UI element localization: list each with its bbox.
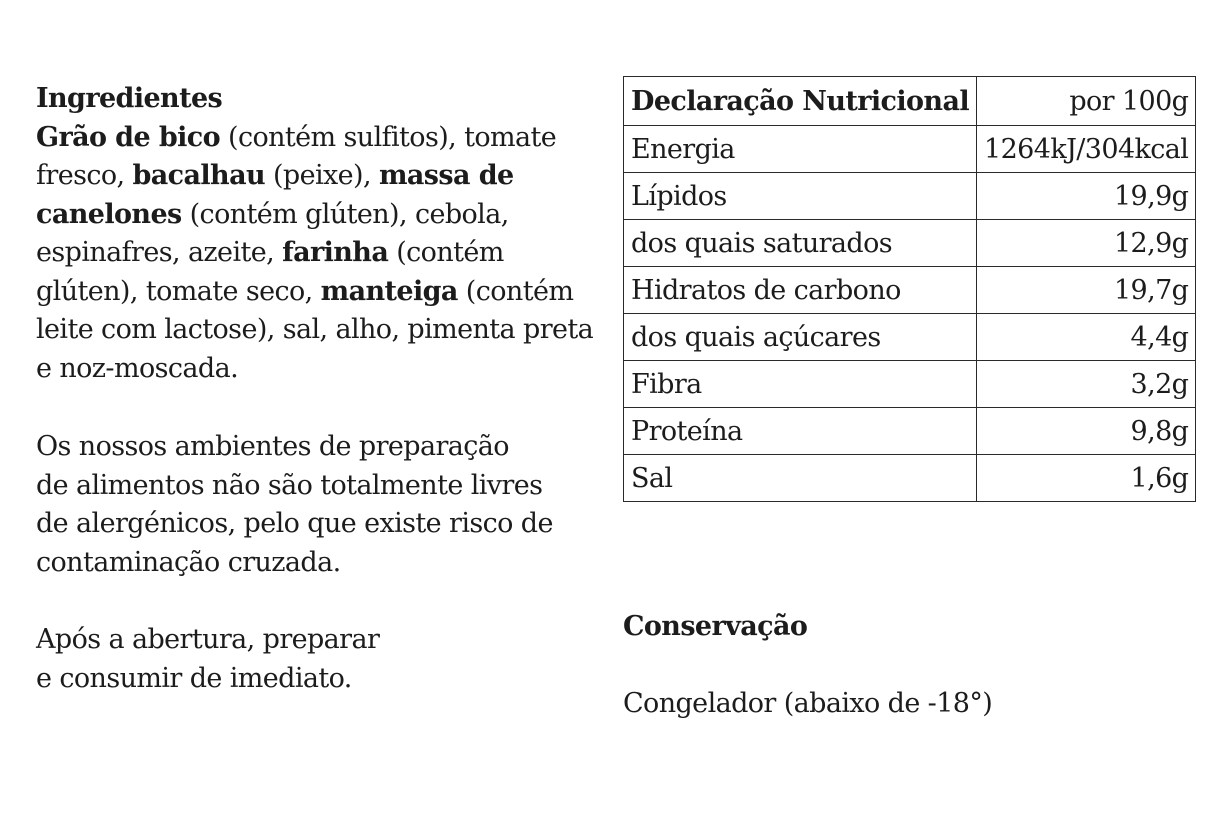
ingredient-bold: farinha — [282, 237, 389, 268]
allergen-line: de alimentos não são totalmente livres — [36, 469, 543, 501]
table-row — [624, 455, 1196, 502]
nutrition-header-row — [624, 77, 1196, 126]
ingredient-text: (peixe), — [265, 160, 379, 191]
conservation-text: Congelador (abaixo de -18°) — [623, 688, 993, 719]
table-row — [624, 173, 1196, 220]
nutrition-header-label: Declaração Nutricional — [624, 77, 977, 126]
table-row — [624, 408, 1196, 455]
ingredient-bold: Grão de bico — [36, 121, 221, 153]
ingredient-bold: manteiga — [320, 275, 458, 307]
ingredients-title: Ingredientes — [36, 83, 223, 114]
nutrient-label: dos quais saturados — [624, 220, 977, 267]
nutrient-value: 3,2g — [977, 361, 1196, 408]
ingredient-text: (contém sulfitos), tomate fresco, — [36, 121, 557, 191]
ingredient-bold: bacalhau — [132, 160, 266, 191]
nutrient-label: Fibra — [624, 361, 977, 408]
ingredients-text — [36, 119, 596, 389]
nutrient-value: 12,9g — [977, 220, 1196, 267]
nutrient-label: Energia — [624, 126, 977, 173]
allergen-notice — [36, 428, 596, 582]
instruction-line: Após a abertura, preparar — [36, 624, 380, 655]
nutrient-value: 1264kJ/304kcal — [977, 126, 1196, 173]
instruction-line: e consumir de imediato. — [36, 662, 352, 694]
nutrient-value: 9,8g — [977, 408, 1196, 455]
ingredient-text: (contém leite com lactose), sal, alho, pimenta preta e noz-moscada. — [36, 275, 594, 384]
opening-instructions — [36, 621, 596, 698]
nutrient-label: dos quais açúcares — [624, 314, 977, 361]
spacer — [36, 582, 596, 621]
table-row — [624, 361, 1196, 408]
table-row — [624, 220, 1196, 267]
table-row — [624, 267, 1196, 314]
nutrient-value: 19,7g — [977, 267, 1196, 314]
ingredient-text: (contém glúten), tomate seco, — [36, 237, 504, 307]
table-row — [624, 126, 1196, 173]
nutrient-label: Hidratos de carbono — [624, 267, 977, 314]
allergen-line: de alergénicos, pelo que existe risco de — [36, 508, 553, 539]
nutrient-label: Sal — [624, 455, 977, 502]
nutrition-header-value: por 100g — [977, 77, 1196, 126]
nutrient-label: Lípidos — [624, 173, 977, 220]
left-column — [36, 80, 596, 698]
table-row — [624, 314, 1196, 361]
spacer — [36, 388, 596, 428]
conservation-section — [623, 608, 992, 724]
nutrient-value: 1,6g — [977, 455, 1196, 502]
ingredient-bold: massa de canelones — [36, 160, 514, 230]
nutrient-value: 4,4g — [977, 314, 1196, 361]
nutrient-label: Proteína — [624, 408, 977, 455]
nutrient-value: 19,9g — [977, 173, 1196, 220]
ingredient-text: (contém glúten), cebola, espinafres, azeite, — [36, 198, 509, 268]
nutrition-table — [623, 76, 1196, 502]
allergen-line: contaminação cruzada. — [36, 546, 341, 578]
allergen-line: Os nossos ambientes de preparação — [36, 431, 509, 462]
conservation-title: Conservação — [623, 611, 808, 642]
